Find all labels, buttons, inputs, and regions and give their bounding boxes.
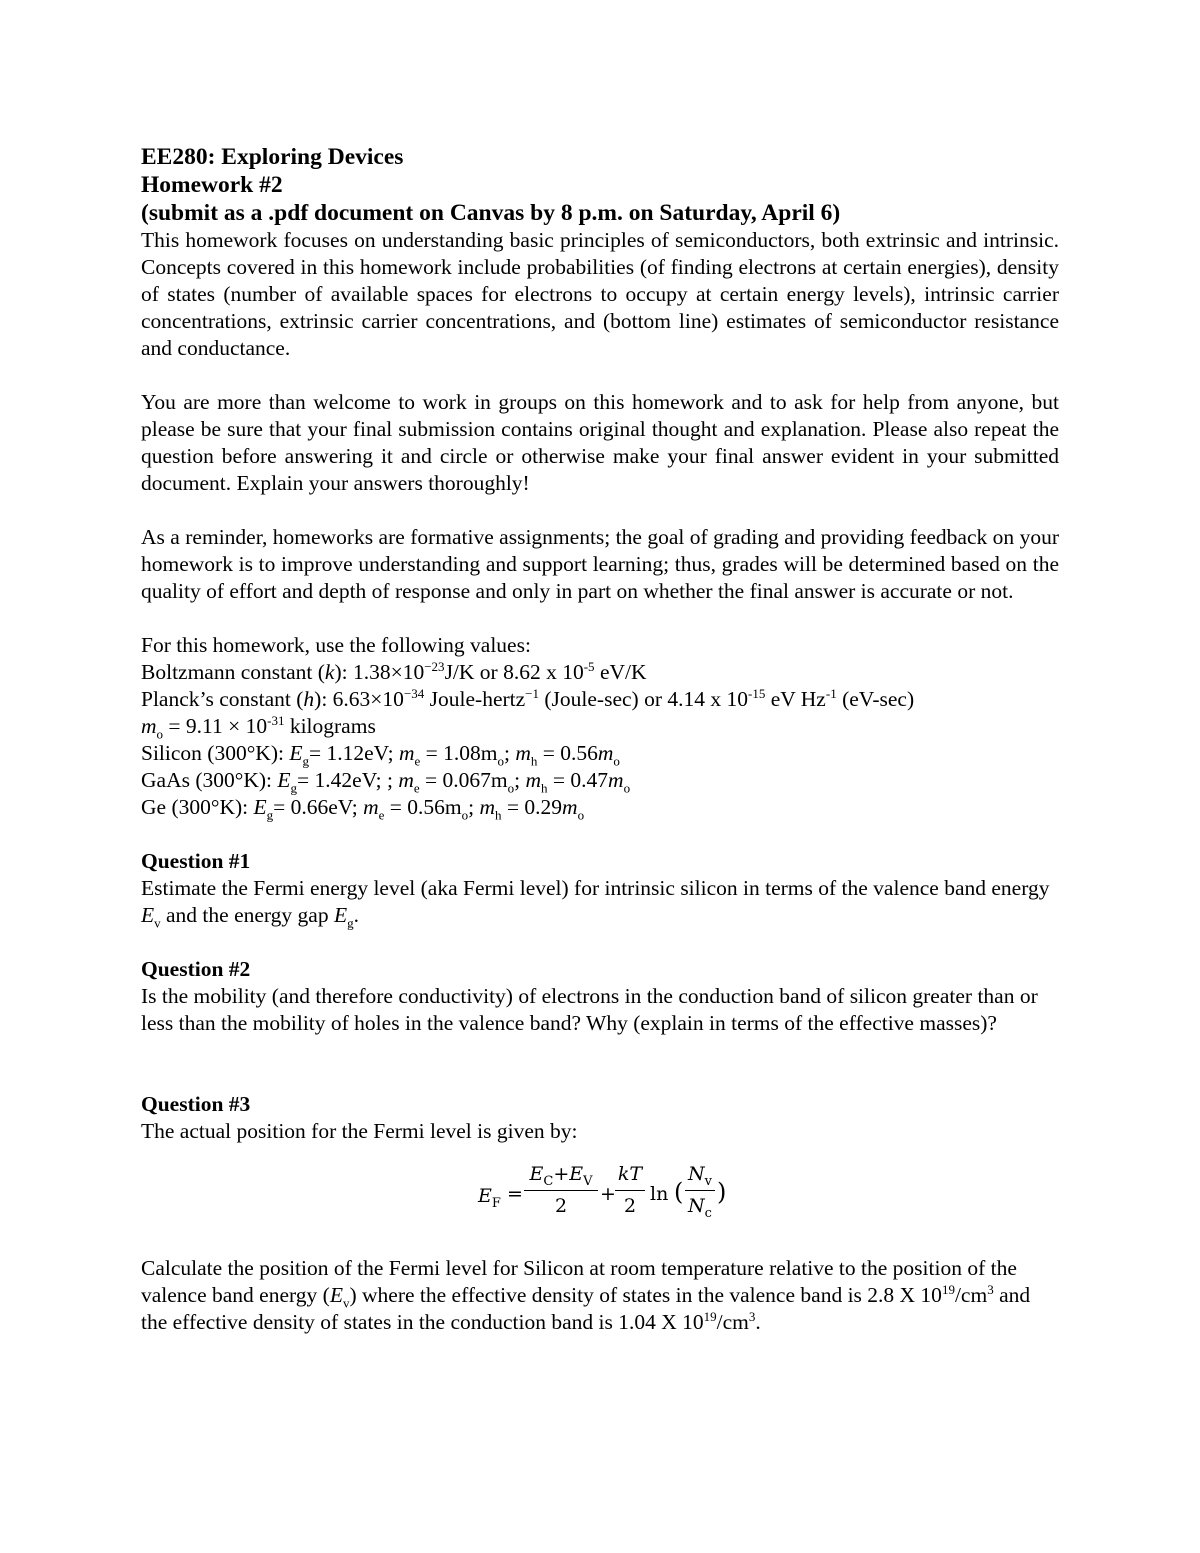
equation-left-paren: (	[674, 1178, 684, 1206]
planck-constant-line: Planck’s constant (h): $6.63\times 10^{-34}$ Joule-hertz$^{-1}$ (Joule-sec) or 4.14 x $10^{-15}$ eV $Hz^{-1}$ (eV-sec)	[141, 685, 915, 711]
document-content	[141, 143, 1059, 1336]
question-1-title: Question #1	[141, 849, 251, 873]
equation-equals: =	[507, 1183, 523, 1205]
gaas-values-line: GaAs (300°K): $E_g= 1.42eV$; ; $m_e = 0.067m_o$; $m_h = 0.47m_o$	[141, 768, 631, 796]
intro-paragraph-1: This homework focuses on understanding basic principles of semiconductors, both extrinsic and intrinsic. Concepts covered in this homework include probabilities (of finding electrons at certain energies), density of states (number of available spaces for electrons to occupy at certain energy levels), intrinsic carrier concentrations, extrinsic carrier concentrations, and (bottom line) estimates of semiconductor resistance and conductance.	[141, 228, 1059, 360]
fraction-ec-ev: $\frac{E_C+E_V}{2}$	[524, 1161, 598, 1220]
equation-right-paren: )	[717, 1178, 727, 1206]
equation-plus: +	[600, 1183, 616, 1205]
fraction-kt: $\frac{kT}{2}$	[615, 1161, 645, 1220]
intro-paragraph-3: As a reminder, homeworks are formative assignments; the goal of grading and providing feedback on your homework is to improve understanding and support learning; thus, grades will be determined based on the quality of effort and depth of response and only in part on whether the final answer is accurate or not.	[141, 525, 1059, 603]
question-1-text: Estimate the Fermi energy level (aka Fermi level) for intrinsic silicon in terms of the valence band energy $E_v$ and the energy gap $E_g$.	[141, 876, 1050, 931]
ge-values-line: Ge (300°K): $E_g= 0.66eV$; $m_e = 0.56m_o$; $m_h = 0.29m_o$	[141, 795, 585, 823]
question-3-intro: The actual position for the Fermi level is given by:	[141, 1119, 578, 1143]
question-3-title: Question #3	[141, 1092, 251, 1116]
course-title: EE280: Exploring Devices	[141, 144, 404, 170]
submit-instructions: (submit as a .pdf document on Canvas by 8 p.m. on Saturday, April 6)	[141, 200, 841, 226]
question-2-text: Is the mobility (and therefore conductivity) of electrons in the conduction band of silicon greater than or less than the mobility of holes in the valence band? Why (explain in terms of the effective masses)?	[141, 984, 1038, 1035]
silicon-values-line: Silicon (300°K): $E_g= 1.12eV$; $m_e = 1.08m_o$; $m_h = 0.56m_o$	[141, 741, 620, 769]
equation-lhs: $E_F$	[478, 1185, 501, 1211]
values-intro: For this homework, use the following values:	[141, 633, 531, 657]
homework-title: Homework #2	[141, 172, 283, 198]
question-3-text: Calculate the position of the Fermi level for Silicon at room temperature relative to the position of the valence band energy $(E_v)$ where the effective density of states in the valence band is 2.8 X $10^{19}/cm^3$ and the effective density of states in the conduction band is 1.04 X $10^{19}/cm^3$.	[141, 1256, 1031, 1334]
equation-ln: ln	[650, 1183, 669, 1205]
boltzmann-constant-line: Boltzmann constant (k): $1.38\times 10^{-23}J/K$ or 8.62 x $10^{-5}$ eV/K	[141, 658, 647, 684]
electron-mass-line: $m_o = 9.11 \times 10^{-31}$ kilograms	[141, 712, 376, 742]
fermi-level-equation	[141, 1157, 1059, 1237]
fraction-nv-nc: $\frac{N_v}{N_c}$	[685, 1161, 715, 1220]
intro-paragraph-2: You are more than welcome to work in groups on this homework and to ask for help from anyone, but please be sure that your final submission contains original thought and explanation. Please also repeat the question before answering it and circle or otherwise make your final answer evident in your submitted document. Explain your answers thoroughly!	[141, 390, 1059, 495]
question-2-title: Question #2	[141, 957, 251, 981]
